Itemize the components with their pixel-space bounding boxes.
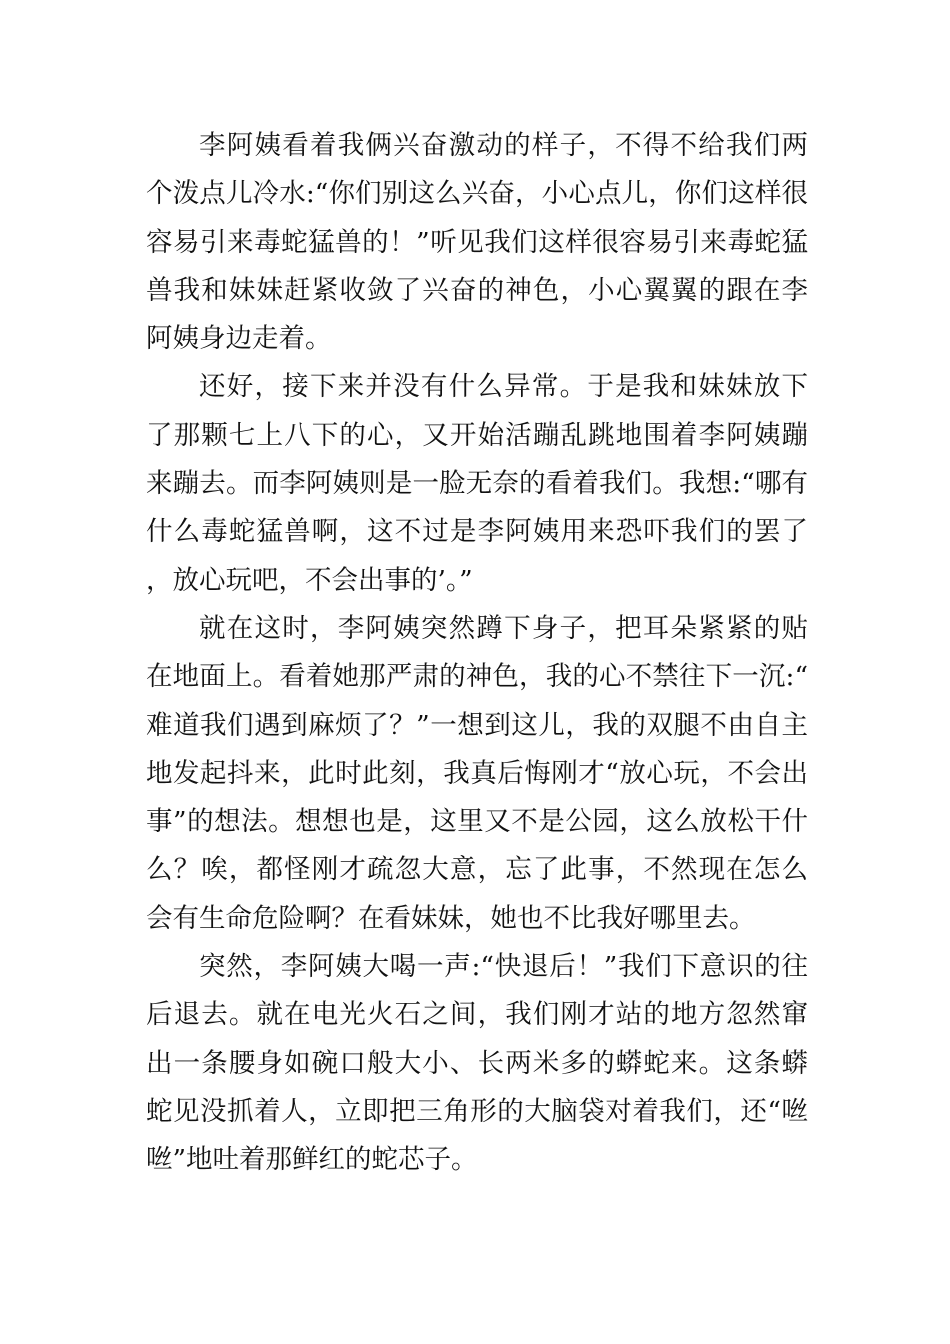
paragraph-1: 李阿姨看着我俩兴奋激动的样子，不得不给我们两个泼点儿冷水:“你们别这么兴奋，小心点儿，你们这样很容易引来毒蛇猛兽的！”听见我们这样很容易引来毒蛇猛兽我和妹妹赶紧收敛了兴奋的神色，小心翼翼的跟在李阿姨身边走着。 <box>146 130 808 355</box>
body-text <box>146 122 808 1185</box>
paragraph-3: 就在这时，李阿姨突然蹲下身子，把耳朵紧紧的贴在地面上。看着她那严肃的神色，我的心不禁往下一沉:“难道我们遇到麻烦了？”一想到这儿，我的双腿不由自主地发起抖来，此时此刻，我真后悔刚才“放心玩，不会出事”的想法。想想也是，这里又不是公园，这么放松干什么？唉，都怪刚才疏忽大意，忘了此事，不然现在怎么会有生命危险啊？在看妹妹，她也不比我好哪里去。 <box>146 612 808 934</box>
paragraph-4: 突然，李阿姨大喝一声:“快退后！”我们下意识的往后退去。就在电光火石之间，我们刚才站的地方忽然窜出一条腰身如碗口般大小、长两米多的蟒蛇来。这条蟒蛇见没抓着人，立即把三角形的大脑袋对着我们，还“咝咝”地吐着那鲜红的蛇芯子。 <box>146 951 808 1176</box>
paragraph-2: 还好，接下来并没有什么异常。于是我和妹妹放下了那颗七上八下的心，又开始活蹦乱跳地围着李阿姨蹦来蹦去。而李阿姨则是一脸无奈的看着我们。我想:“哪有什么毒蛇猛兽啊，这不过是李阿姨用来恐吓我们的罢了，放心玩吧，不会出事的’。” <box>146 371 808 596</box>
